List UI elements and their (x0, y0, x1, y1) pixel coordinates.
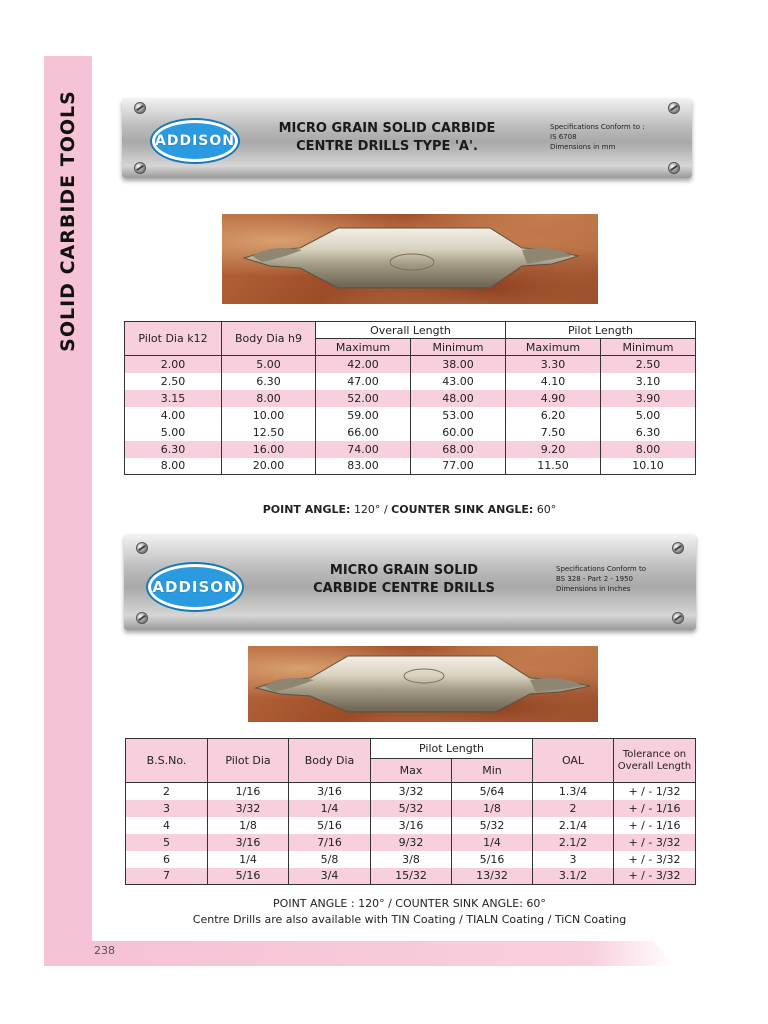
table-row (126, 800, 696, 817)
header-pilot-length: Pilot Length (371, 739, 533, 759)
cell: 8.00 (601, 441, 696, 458)
cell: 53.00 (411, 407, 506, 424)
header-tolerance: Tolerance on Overall Length (614, 739, 696, 783)
screw-icon (668, 102, 680, 114)
header-pilot-max: Max (371, 759, 452, 783)
cell: 5.00 (222, 356, 316, 373)
cell: 3.1/2 (533, 868, 614, 885)
table-row (125, 424, 696, 441)
screw-icon (668, 162, 680, 174)
cell: 7.50 (506, 424, 601, 441)
cell: 20.00 (222, 458, 316, 475)
cell: 1/8 (208, 817, 289, 834)
centre-drill-photo-mm (222, 214, 598, 304)
sidebar-title-text: SOLID CARBIDE TOOLS (57, 90, 79, 352)
table-row (125, 390, 696, 407)
cell: 38.00 (411, 356, 506, 373)
cell: 4.00 (125, 407, 222, 424)
centre-drill-image (222, 214, 598, 304)
cell: + / - 1/16 (614, 800, 696, 817)
mm-spec-table (124, 321, 696, 475)
cell: 3/16 (371, 817, 452, 834)
screw-icon (136, 542, 148, 554)
cell: 43.00 (411, 373, 506, 390)
cell: 74.00 (316, 441, 411, 458)
cell: 1.3/4 (533, 783, 614, 800)
cell: 3/32 (208, 800, 289, 817)
cell: 47.00 (316, 373, 411, 390)
cell: 4.10 (506, 373, 601, 390)
header-pilot-dia: Pilot Dia k12 (125, 322, 222, 356)
cell: 5/32 (452, 817, 533, 834)
cell: 5/32 (371, 800, 452, 817)
addison-logo: ADDISON (152, 120, 238, 162)
cell: 6.30 (125, 441, 222, 458)
sidebar (44, 56, 92, 966)
cell: 4.90 (506, 390, 601, 407)
section2-spec: Specifications Conform to BS 328 - Part 2 - 1950 Dimensions in Inches (556, 565, 646, 593)
screw-icon (134, 102, 146, 114)
cell: 3.90 (601, 390, 696, 407)
cell: 6 (126, 851, 208, 868)
screw-icon (672, 612, 684, 624)
section2-angle-note: POINT ANGLE : 120° / COUNTER SINK ANGLE: 60° (273, 897, 546, 910)
cell: 16.00 (222, 441, 316, 458)
cell: 52.00 (316, 390, 411, 407)
header-body-dia: Body Dia h9 (222, 322, 316, 356)
header-pilot-dia: Pilot Dia (208, 739, 289, 783)
screw-icon (134, 162, 146, 174)
cell: 5/16 (452, 851, 533, 868)
table-row (125, 458, 696, 475)
cell: + / - 1/32 (614, 783, 696, 800)
cell: 8.00 (125, 458, 222, 475)
table-row (126, 851, 696, 868)
cell: 10.00 (222, 407, 316, 424)
cell: 3/4 (289, 868, 371, 885)
footer-band (92, 941, 676, 966)
cell: 2.00 (125, 356, 222, 373)
header-pilot-max: Maximum (506, 339, 601, 356)
cell: + / - 1/16 (614, 817, 696, 834)
cell: + / - 3/32 (614, 851, 696, 868)
header-pilot-length: Pilot Length (506, 322, 696, 339)
section2-title: MICRO GRAIN SOLID CARBIDE CENTRE DRILLS (313, 563, 495, 596)
header-overall-min: Minimum (411, 339, 506, 356)
sidebar-title (44, 56, 92, 386)
cell: 6.30 (222, 373, 316, 390)
section1-angle-note: POINT ANGLE: 120° / COUNTER SINK ANGLE: 60° (262, 503, 557, 516)
cell: 9/32 (371, 834, 452, 851)
cell: 3.15 (125, 390, 222, 407)
centre-drill-photo-inch (248, 646, 598, 722)
cell: 1/16 (208, 783, 289, 800)
cell: 3 (533, 851, 614, 868)
cell: 1/4 (452, 834, 533, 851)
cell: 3/16 (208, 834, 289, 851)
section2-banner (124, 534, 696, 630)
cell: + / - 3/32 (614, 834, 696, 851)
table-row (125, 373, 696, 390)
cell: 2 (126, 783, 208, 800)
table-row (126, 834, 696, 851)
cell: 68.00 (411, 441, 506, 458)
cell: 13/32 (452, 868, 533, 885)
cell: 83.00 (316, 458, 411, 475)
cell: 2.50 (125, 373, 222, 390)
cell: 10.10 (601, 458, 696, 475)
screw-icon (136, 612, 148, 624)
cell: 2.1/4 (533, 817, 614, 834)
cell: 5/64 (452, 783, 533, 800)
cell: + / - 3/32 (614, 868, 696, 885)
cell: 8.00 (222, 390, 316, 407)
cell: 1/4 (289, 800, 371, 817)
cell: 9.20 (506, 441, 601, 458)
cell: 6.20 (506, 407, 601, 424)
cell: 2.50 (601, 356, 696, 373)
cell: 66.00 (316, 424, 411, 441)
header-body-dia: Body Dia (289, 739, 371, 783)
table-row (125, 407, 696, 424)
cell: 3/8 (371, 851, 452, 868)
header-bs-no: B.S.No. (126, 739, 208, 783)
cell: 5/16 (289, 817, 371, 834)
cell: 15/32 (371, 868, 452, 885)
header-overall-length: Overall Length (316, 322, 506, 339)
cell: 5 (126, 834, 208, 851)
header-pilot-min: Minimum (601, 339, 696, 356)
section1-spec: Specifications Conform to : IS 6708 Dimensions in mm (550, 123, 645, 151)
header-overall-max: Maximum (316, 339, 411, 356)
cell: 2.1/2 (533, 834, 614, 851)
cell: 5.00 (125, 424, 222, 441)
cell: 6.30 (601, 424, 696, 441)
cell: 7 (126, 868, 208, 885)
cell: 3.10 (601, 373, 696, 390)
cell: 3/16 (289, 783, 371, 800)
cell: 77.00 (411, 458, 506, 475)
section1-banner (122, 98, 692, 178)
table-row (125, 356, 696, 373)
table-row (126, 868, 696, 885)
cell: 3/32 (371, 783, 452, 800)
section2-coating-note: Centre Drills are also available with TIN Coating / TIALN Coating / TiCN Coating (192, 913, 627, 926)
cell: 1/8 (452, 800, 533, 817)
centre-drill-image (248, 646, 598, 722)
screw-icon (672, 542, 684, 554)
cell: 59.00 (316, 407, 411, 424)
page-number: 238 (94, 944, 115, 957)
cell: 5.00 (601, 407, 696, 424)
cell: 60.00 (411, 424, 506, 441)
cell: 12.50 (222, 424, 316, 441)
cell: 3.30 (506, 356, 601, 373)
table-row (126, 817, 696, 834)
cell: 3 (126, 800, 208, 817)
cell: 2 (533, 800, 614, 817)
cell: 5/16 (208, 868, 289, 885)
header-oal: OAL (533, 739, 614, 783)
header-pilot-min: Min (452, 759, 533, 783)
cell: 11.50 (506, 458, 601, 475)
cell: 4 (126, 817, 208, 834)
table-row (125, 441, 696, 458)
section1-title: MICRO GRAIN SOLID CARBIDE CENTRE DRILLS TYPE 'A'. (278, 121, 496, 154)
cell: 7/16 (289, 834, 371, 851)
inch-spec-table (125, 738, 696, 885)
addison-logo: ADDISON (148, 564, 242, 610)
cell: 1/4 (208, 851, 289, 868)
cell: 42.00 (316, 356, 411, 373)
table-row (126, 783, 696, 800)
cell: 5/8 (289, 851, 371, 868)
cell: 48.00 (411, 390, 506, 407)
